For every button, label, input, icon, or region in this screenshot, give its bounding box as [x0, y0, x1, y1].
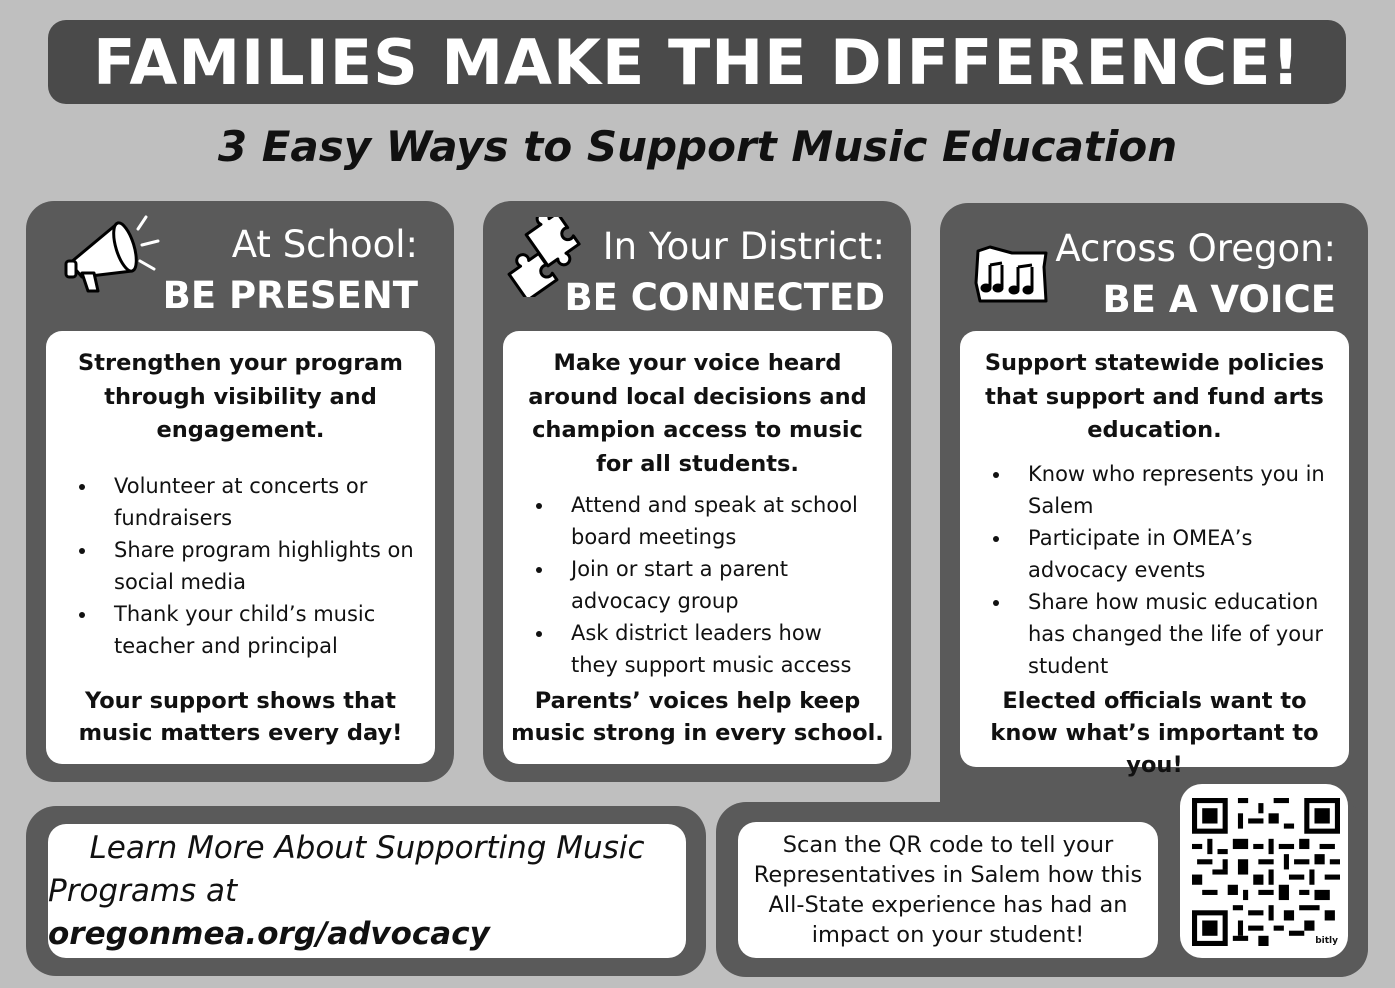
panel-action: BE PRESENT — [162, 274, 418, 317]
bullet-list — [978, 458, 1331, 682]
main-title-banner — [48, 20, 1346, 104]
card-intro: Strengthen your program through visibility and engagement. — [78, 350, 403, 443]
panel-heading: In Your District: — [602, 225, 885, 268]
learn-more-card — [48, 824, 686, 958]
bullet-list — [521, 489, 874, 681]
list-item: • Participate in OMEA’s advocacy events — [1012, 522, 1331, 586]
card-intro: Make your voice heard around local decisions and champion access to music for all students. — [528, 350, 867, 477]
panel-action: BE CONNECTED — [564, 276, 885, 319]
card-outro: Parents’ voices help keep music strong in every school. — [511, 688, 884, 746]
card-intro: Support statewide policies that support and fund arts education. — [984, 350, 1325, 443]
card-outro: Your support shows that music matters every day! — [78, 688, 403, 746]
subtitle: 3 Easy Ways to Support Music Education — [217, 122, 1178, 171]
panel-action: BE A VOICE — [1102, 278, 1336, 321]
panel-heading: Across Oregon: — [1055, 227, 1336, 270]
list-item: • Ask district leaders how they support music access — [555, 617, 874, 681]
list-item: • Attend and speak at school board meetings — [555, 489, 874, 553]
bitly-label: bitly — [1315, 936, 1338, 946]
main-title: FAMILIES MAKE THE DIFFERENCE! — [93, 25, 1301, 99]
scan-qr-text: Scan the QR code to tell your Representatives in Salem how this All-State experience has had an impact on your student! — [753, 832, 1143, 948]
scan-qr-card — [738, 822, 1158, 958]
qr-code[interactable] — [1192, 798, 1340, 946]
learn-more-line2 — [48, 870, 686, 956]
list-item: • Join or start a parent advocacy group — [555, 553, 874, 617]
list-item: • Share how music education has changed the life of your student — [1012, 586, 1331, 682]
card-at-school — [46, 331, 435, 764]
card-across-oregon — [960, 331, 1349, 778]
list-item: • Thank your child’s music teacher and principal — [98, 598, 417, 662]
qr-code-box — [1180, 784, 1348, 958]
list-item: • Volunteer at concerts or fundraisers — [98, 470, 417, 534]
list-item: • Know who represents you in Salem — [1012, 458, 1331, 522]
learn-more-line1: Learn More About Supporting Music — [89, 829, 645, 866]
learn-more-prefix: Programs at — [48, 872, 238, 909]
card-in-your-district — [503, 331, 892, 764]
megaphone-icon — [60, 211, 160, 301]
panel-heading: At School: — [231, 223, 418, 266]
bullet-list — [64, 470, 417, 662]
oregon-music-icon — [972, 243, 1052, 307]
card-outro: Elected officials want to know what’s important to you! — [990, 688, 1319, 778]
list-item: • Share program highlights on social media — [98, 534, 417, 598]
advocacy-link[interactable]: oregonmea.org/advocacy — [48, 915, 490, 952]
